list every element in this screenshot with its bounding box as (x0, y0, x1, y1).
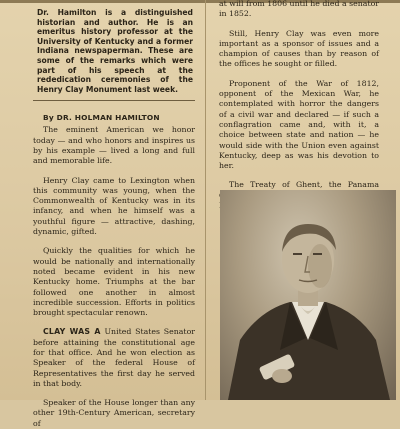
henry-clay-portrait (220, 190, 396, 400)
column-gutter (205, 0, 206, 400)
clay-lead-in: CLAY WAS A (43, 327, 101, 337)
paragraph-treaty: The Treaty of Ghent, the Panama (229, 180, 379, 190)
paragraph-lexington: Henry Clay came to Lexington when this community was young, when the Commonwealth of Kentucky was in its infancy, and when he himself was a youthful figure — attractive, dashing, dynamic, gifted. (33, 175, 195, 237)
left-column (33, 0, 195, 428)
paragraph-continued: at will from 1806 until he died a senator in 1852. (219, 0, 379, 19)
editor-note: Dr. Hamilton is a distinguished historian and author. He is an emeritus history professor at the University of Kentucky and a former Indiana newspaperman. These are some of the remarks which were part of his speech at the rededication ceremonies of the Henry Clay Monument last week. (33, 4, 195, 101)
paragraph-importance: Still, Henry Clay was even more important as a sponsor of issues and a champion of causes than by reason of the offices he sought or filled. (219, 28, 379, 69)
paragraph-speaker: Speaker of the House longer than any other 19th-Century American, secretary of (33, 398, 195, 428)
paragraph-senator (33, 327, 195, 389)
paragraph-qualities: Quickly the qualities for which he would be nationally and internationally noted became evident in his new Kentucky home. Triumphs at the bar followed one another in almost incredible succession. Efforts in politics brought spectacular renown. (33, 246, 195, 318)
clay-paragraph-text: United States Senator before attaining the constitutional age for that office. And he won election as Speaker of the federal House of Representatives the first day he served in that body. (33, 327, 195, 388)
byline: By DR. HOLMAN HAMILTON (43, 113, 160, 123)
paragraph-intro: The eminent American we honor today — and who honors and inspires us by his example — lived a long and full and memorable life. (33, 125, 195, 166)
paragraph-war: Proponent of the War of 1812, opponent of the Mexican War, he contemplated with horror the dangers of a civil war and declared — if such a conflagration came and, with it, a choice between state and nation — he would side with the Union even against Kentucky, deep as was his devotion to her. (219, 78, 379, 171)
portrait-illustration (220, 190, 396, 400)
